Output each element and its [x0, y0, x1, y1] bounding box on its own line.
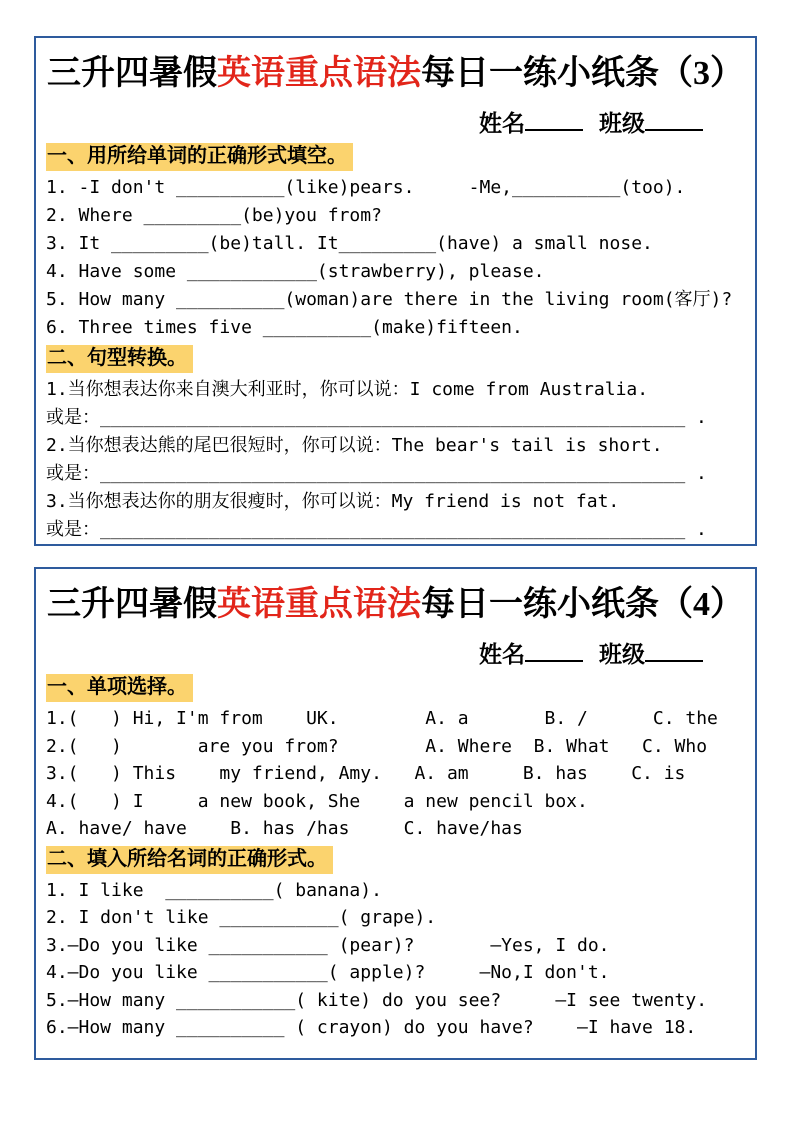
question-line: 1. -I don't __________(like)pears. -Me,__________(too).: [46, 177, 686, 198]
question-line: 3.( ) This my friend, Amy. A. am B. has C. is: [46, 763, 686, 784]
worksheet-4-title: [46, 581, 745, 629]
question-line: 2. I don't like ___________( grape).: [46, 907, 437, 928]
name-class-line: [46, 106, 745, 139]
worksheet-card-4: [34, 567, 757, 1060]
question-line: 4. Have some ____________(strawberry), please.: [46, 261, 545, 282]
worksheet-card-3: [34, 36, 757, 546]
class-label: 班级: [599, 111, 645, 136]
section-1-header-text: 一、用所给单词的正确形式填空。: [46, 143, 353, 171]
question-line: 2.( ) are you from? A. Where B. What C. Who: [46, 735, 708, 757]
name-blank-line: [525, 106, 583, 131]
question-line: 2. Where _________(be)you from?: [46, 205, 382, 226]
section-1-header: [46, 143, 745, 171]
question-line: 4.( ) I a new book, She a new pencil box.: [46, 790, 588, 812]
question-line: 3.当你想表达你的朋友很瘦时，你可以说：My friend is not fat.: [46, 491, 620, 512]
answer-options-line: A. have/ have B. has /has C. have/has: [46, 818, 523, 839]
title-part-black-left: 三升四暑假: [47, 55, 217, 92]
class-blank-line: [645, 106, 703, 131]
question-line: 6. Three times five __________(make)fifteen.: [46, 317, 523, 338]
answer-blank-line: 或是：______________________________________________________ .: [46, 463, 707, 484]
question-line: 1.( ) Hi, I'm from UK. A. a B. / C. the: [46, 708, 718, 729]
title-part-black-left: 三升四暑假: [47, 586, 217, 623]
section-2-header: [46, 846, 745, 874]
name-label: 姓名: [479, 642, 525, 667]
section-2-header: [46, 345, 745, 373]
question-line: 5.—How many ___________( kite) do you see? —I see twenty.: [46, 989, 708, 1011]
class-blank-line: [645, 637, 703, 662]
question-line: 1.当你想表达你来自澳大利亚时，你可以说：I come from Australia.: [46, 379, 649, 400]
name-blank-line: [525, 637, 583, 662]
answer-blank-line: 或是：______________________________________________________ .: [46, 407, 707, 428]
question-line: 2.当你想表达熊的尾巴很短时，你可以说：The bear's tail is short.: [46, 435, 663, 456]
question-line: 3. It _________(be)tall. It_________(have) a small nose.: [46, 233, 653, 254]
worksheet-3-title: [46, 50, 745, 98]
question-line: 3.—Do you like ___________ (pear)? —Yes, I do.: [46, 934, 610, 956]
title-part-red: 英语重点语法: [217, 55, 421, 92]
title-part-black-right: 每日一练小纸条（3）: [421, 55, 744, 92]
section-2-header-text: 二、填入所给名词的正确形式。: [46, 846, 333, 874]
question-line: 4.—Do you like ___________( apple)? —No,I don't.: [46, 962, 610, 983]
title-part-black-right: 每日一练小纸条（4）: [421, 586, 744, 623]
class-label: 班级: [599, 642, 645, 667]
section-1-header: [46, 674, 745, 702]
section-1-header-text: 一、单项选择。: [46, 674, 193, 702]
question-line: 5. How many __________(woman)are there in the living room(客厅)?: [46, 289, 733, 310]
name-class-line: [46, 637, 745, 670]
section-2-header-text: 二、句型转换。: [46, 345, 193, 373]
question-line: 1. I like __________( banana).: [46, 879, 382, 901]
answer-blank-line: 或是：______________________________________________________ .: [46, 519, 707, 540]
name-label: 姓名: [479, 111, 525, 136]
title-part-red: 英语重点语法: [217, 586, 421, 623]
question-line: 6.—How many __________ ( crayon) do you have? —I have 18.: [46, 1017, 697, 1038]
